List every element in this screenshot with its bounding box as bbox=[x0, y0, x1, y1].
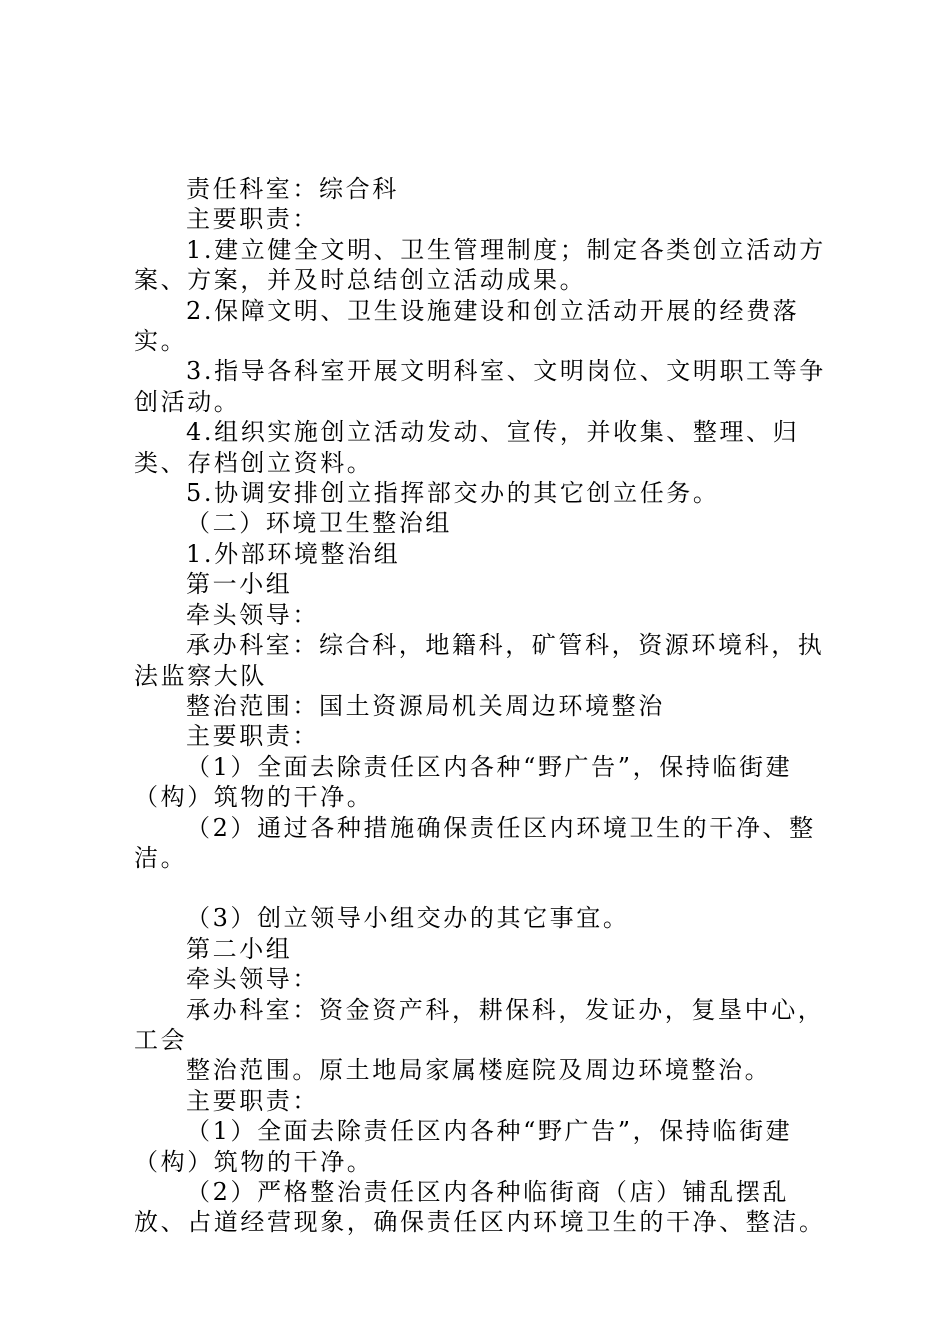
group-heading: 第二小组 bbox=[186, 934, 293, 963]
document-body bbox=[134, 174, 834, 1238]
paragraph: 主要职责： bbox=[186, 722, 319, 751]
paragraph: 主要职责： bbox=[186, 1086, 319, 1115]
paragraph: 1.建立健全文明、卫生管理制度；制定各类创立活动方案、方案，并及时总结创立活动成果。 bbox=[134, 235, 826, 295]
paragraph: 主要职责： bbox=[186, 205, 319, 234]
paragraph: 整治范围：国土资源局机关周边环境整治 bbox=[186, 691, 665, 720]
paragraph: （2）严格整治责任区内各种临街商（店）铺乱摆乱放、占道经营现象，确保责任区内环境卫生的干净、整洁。 bbox=[134, 1178, 826, 1237]
paragraph: （3）创立领导小组交办的其它事宜。 bbox=[186, 904, 630, 933]
paragraph: 牵头领导： bbox=[186, 965, 319, 994]
paragraph: （1）全面去除责任区内各种“野广告”，保持临街建（构）筑物的干净。 bbox=[134, 752, 793, 812]
paragraph: 整治范围。原土地局家属楼庭院及周边环境整治。 bbox=[186, 1056, 772, 1085]
paragraph: 承办科室：资金资产科，耕保科，发证办，复垦中心，工会 bbox=[134, 995, 825, 1054]
group-heading: 第一小组 bbox=[186, 570, 293, 599]
paragraph: 5.协调安排创立指挥部交办的其它创立任务。 bbox=[186, 479, 720, 508]
paragraph: （1）全面去除责任区内各种“野广告”，保持临街建（构）筑物的干净。 bbox=[134, 1117, 793, 1176]
paragraph: 3.指导各科室开展文明科室、文明岗位、文明职工等争创活动。 bbox=[134, 357, 826, 416]
paragraph: 2.保障文明、卫生设施建设和创立活动开展的经费落实。 bbox=[134, 296, 800, 356]
section-heading: （二）环境卫生整治组 bbox=[186, 509, 452, 538]
subsection-heading: 1.外部环境整治组 bbox=[186, 539, 401, 568]
paragraph: 牵头领导： bbox=[186, 600, 319, 629]
paragraph: 承办科室：综合科，地籍科，矿管科，资源环境科，执法监察大队 bbox=[134, 631, 825, 690]
paragraph: （2）通过各种措施确保责任区内环境卫生的干净、整洁。 bbox=[134, 813, 816, 872]
paragraph: 责任科室：综合科 bbox=[186, 175, 399, 203]
paragraph: 4.组织实施创立活动发动、宣传，并收集、整理、归类、存档创立资料。 bbox=[134, 418, 800, 477]
